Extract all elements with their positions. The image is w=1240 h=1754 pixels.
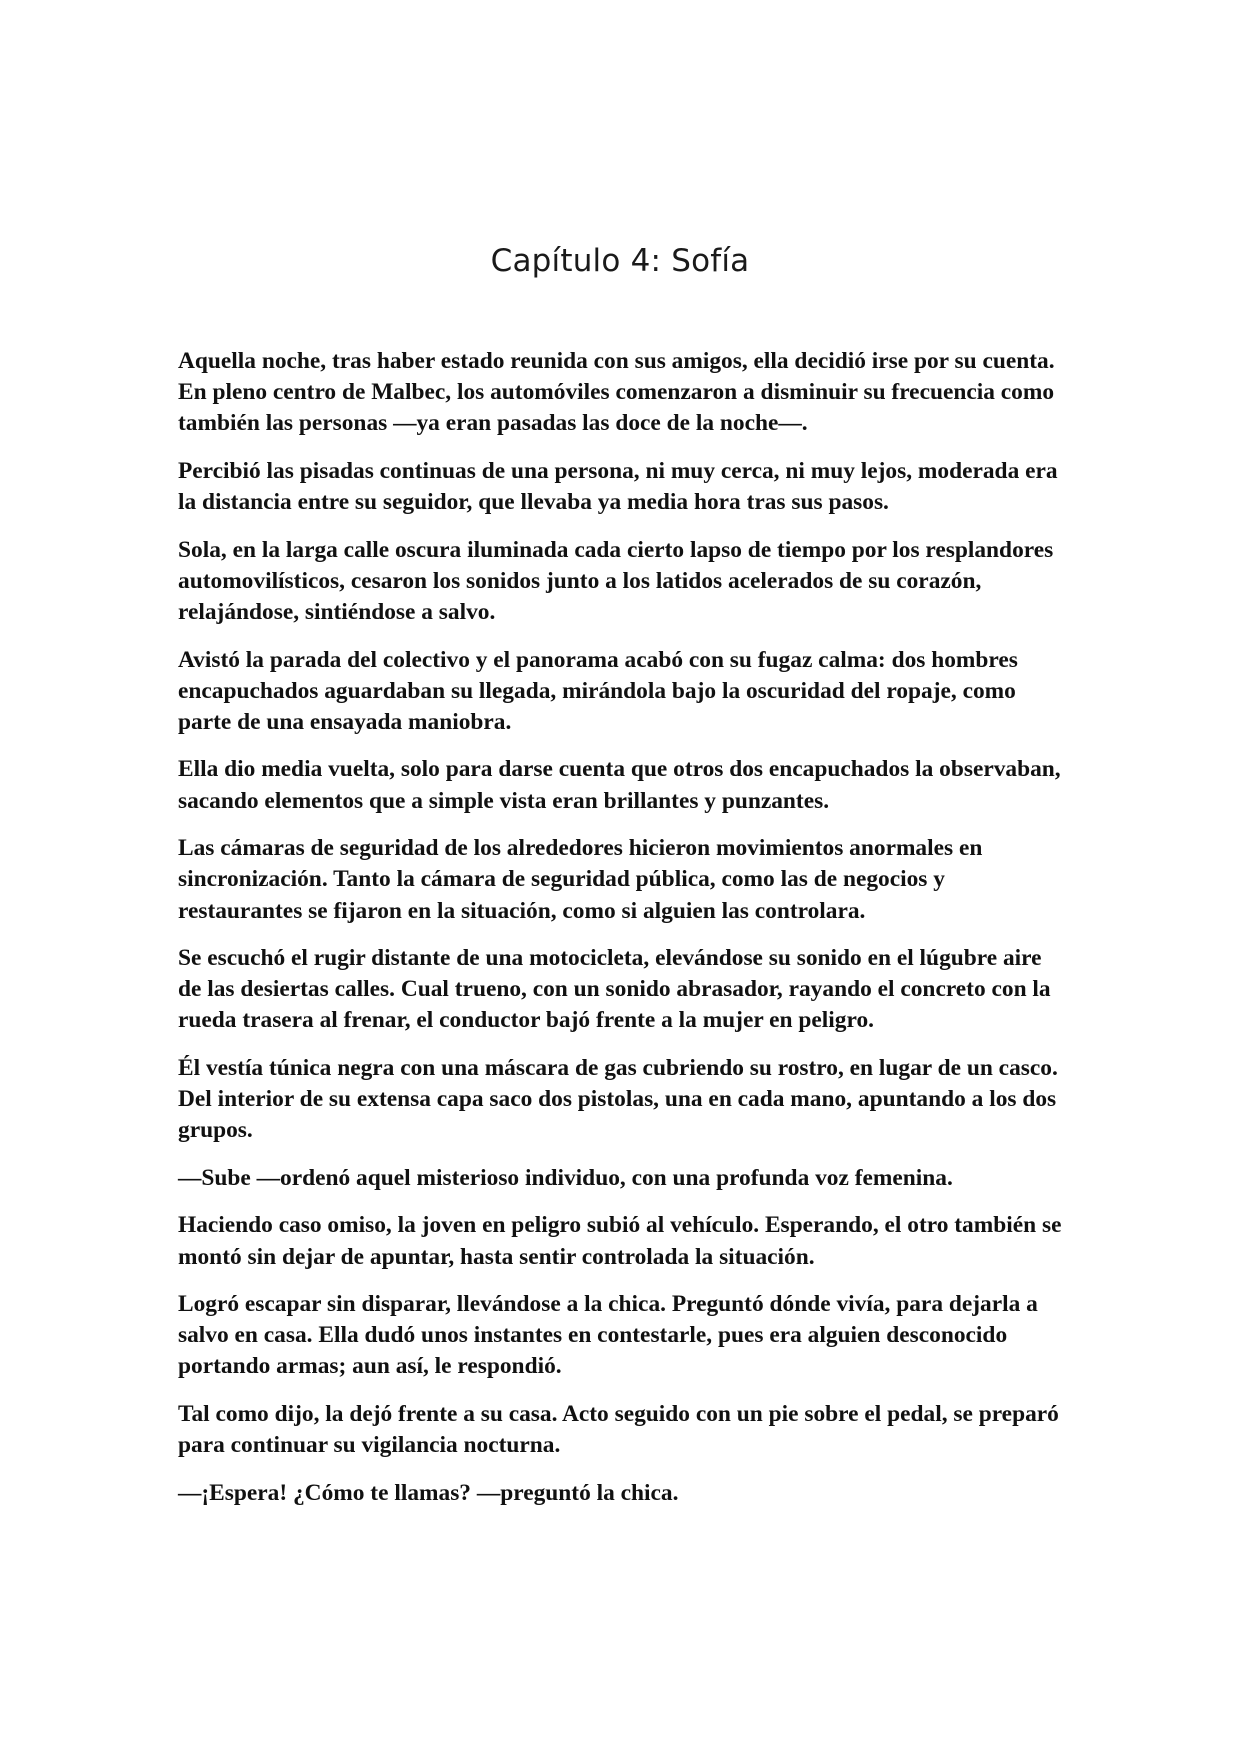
chapter-title: Capítulo 4: Sofía (490, 243, 750, 279)
dialogue-paragraph: —Sube —ordenó aquel misterioso individuo, con una profunda voz femenina. (178, 1164, 953, 1191)
paragraph: Ella dio media vuelta, solo para darse cuenta que otros dos encapuchados la observaban, sacando elementos que a simple vista eran brillantes y punzantes. (178, 756, 1061, 814)
chapter-body (178, 346, 1068, 1525)
paragraph: Se escuchó el rugir distante de una motocicleta, elevándose su sonido en el lúgubre aire de las desiertas calles. Cual trueno, con un sonido abrasador, rayando el concreto con la rueda trasera al frenar, el conductor bajó frente a la mujer en peligro. (178, 945, 1051, 1034)
paragraph: Logró escapar sin disparar, llevándose a la chica. Preguntó dónde vivía, para dejarla a salvo en casa. Ella dudó unos instantes en contestarle, pues era alguien desconocido portando armas; aun así, le respondió. (178, 1291, 1038, 1380)
paragraph: Sola, en la larga calle oscura iluminada cada cierto lapso de tiempo por los resplandores automovilísticos, cesaron los sonidos junto a los latidos acelerados de su corazón, relajándose, sintiéndose a salvo. (178, 536, 1054, 626)
paragraph: Aquella noche, tras haber estado reunida con sus amigos, ella decidió irse por su cuenta. En pleno centro de Malbec, los automóviles comenzaron a disminuir su frecuencia como también las personas —ya eran pasadas las doce de la noche—. (178, 348, 1055, 437)
dialogue-paragraph: —¡Espera! ¿Cómo te llamas? —preguntó la chica. (178, 1479, 679, 1506)
paragraph: Él vestía túnica negra con una máscara de gas cubriendo su rostro, en lugar de un casco. Del interior de su extensa capa saco dos pistolas, una en cada mano, apuntando a los dos grupos. (178, 1054, 1058, 1144)
paragraph: Las cámaras de seguridad de los alrededores hicieron movimientos anormales en sincronización. Tanto la cámara de seguridad pública, como las de negocios y restaurantes se fijaron en la situación, como si alguien las controlara. (178, 835, 983, 924)
paragraph: Percibió las pisadas continuas de una persona, ni muy cerca, ni muy lejos, moderada era la distancia entre su seguidor, que llevaba ya media hora tras sus pasos. (178, 457, 1058, 516)
paragraph: Haciendo caso omiso, la joven en peligro subió al vehículo. Esperando, el otro también se montó sin dejar de apuntar, hasta sentir controlada la situación. (178, 1212, 1062, 1270)
paragraph: Avistó la parada del colectivo y el panorama acabó con su fugaz calma: dos hombres encapuchados aguardaban su llegada, mirándola bajo la oscuridad del ropaje, como parte de una ensayada maniobra. (178, 646, 1018, 735)
paragraph: Tal como dijo, la dejó frente a su casa. Acto seguido con un pie sobre el pedal, se preparó para continuar su vigilancia nocturna. (178, 1400, 1059, 1459)
